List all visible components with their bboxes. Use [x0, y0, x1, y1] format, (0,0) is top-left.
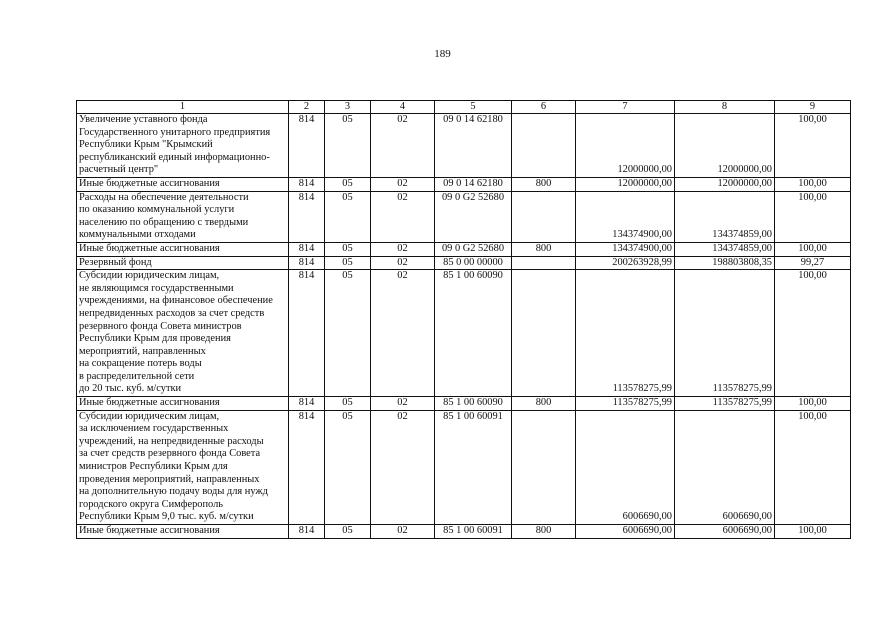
expense-type-cell [512, 114, 576, 178]
table-row [77, 114, 851, 178]
header-cell: 8 [675, 101, 775, 114]
table-row [77, 242, 851, 256]
section-cell: 05 [325, 397, 371, 411]
table-row [77, 177, 851, 191]
executed-amount-cell: 6006690,00 [675, 525, 775, 539]
row-name-cell: Иные бюджетные ассигнования [77, 397, 289, 411]
section-code-cell: 814 [289, 242, 325, 256]
table-row [77, 256, 851, 270]
executed-amount-cell: 113578275,99 [675, 270, 775, 397]
planned-amount-cell: 134374900,00 [576, 242, 675, 256]
table-row [77, 525, 851, 539]
planned-amount-cell: 200263928,99 [576, 256, 675, 270]
executed-amount-cell: 12000000,00 [675, 177, 775, 191]
executed-amount-cell: 134374859,00 [675, 191, 775, 242]
row-name-cell: Субсидии юридическим лицам, не являющимся государственными учреждениями, на финансовое обеспечение непредвиденных расходов за счет средств резервного фонда Совета министров Республики Крым для проведения мероприятий, направленных на сокращение потерь воды в распределительной сети до 20 тыс. куб. м/сутки [77, 270, 289, 397]
planned-amount-cell: 6006690,00 [576, 410, 675, 524]
section-cell: 05 [325, 177, 371, 191]
subsection-cell: 02 [371, 270, 435, 397]
expense-type-cell: 800 [512, 397, 576, 411]
page-number: 189 [434, 48, 451, 60]
expense-type-cell [512, 270, 576, 397]
target-article-cell: 85 1 00 60090 [435, 397, 512, 411]
section-code-cell: 814 [289, 256, 325, 270]
row-name-cell: Субсидии юридическим лицам, за исключением государственных учреждений, на непредвиденные расходы за счет средств резервного фонда Совета министров Республики Крым для проведения мероприятий, направленных на дополнительную подачу воды для нужд городского округа Симферополь Республики Крым 9,0 тыс. куб. м/сутки [77, 410, 289, 524]
section-cell: 05 [325, 191, 371, 242]
planned-amount-cell: 113578275,99 [576, 397, 675, 411]
header-row [77, 101, 851, 114]
planned-amount-cell: 113578275,99 [576, 270, 675, 397]
table-row [77, 397, 851, 411]
subsection-cell: 02 [371, 256, 435, 270]
target-article-cell: 09 0 G2 52680 [435, 242, 512, 256]
section-cell: 05 [325, 525, 371, 539]
section-code-cell: 814 [289, 191, 325, 242]
section-code-cell: 814 [289, 525, 325, 539]
percent-cell: 100,00 [775, 410, 851, 524]
percent-cell: 100,00 [775, 242, 851, 256]
subsection-cell: 02 [371, 242, 435, 256]
planned-amount-cell: 134374900,00 [576, 191, 675, 242]
row-name-cell: Иные бюджетные ассигнования [77, 177, 289, 191]
row-name-cell: Расходы на обеспечение деятельности по оказанию коммунальной услуги населению по обращению с твердыми коммунальными отходами [77, 191, 289, 242]
section-code-cell: 814 [289, 397, 325, 411]
target-article-cell: 85 1 00 60091 [435, 410, 512, 524]
executed-amount-cell: 134374859,00 [675, 242, 775, 256]
subsection-cell: 02 [371, 397, 435, 411]
subsection-cell: 02 [371, 114, 435, 178]
table-row [77, 191, 851, 242]
row-name-cell: Увеличение уставного фонда Государственного унитарного предприятия Республики Крым "Крымский республиканский единый информационно- расчетный центр" [77, 114, 289, 178]
planned-amount-cell: 6006690,00 [576, 525, 675, 539]
header-cell: 7 [576, 101, 675, 114]
target-article-cell: 85 1 00 60091 [435, 525, 512, 539]
section-code-cell: 814 [289, 270, 325, 397]
subsection-cell: 02 [371, 525, 435, 539]
expense-type-cell: 800 [512, 177, 576, 191]
expense-type-cell: 800 [512, 525, 576, 539]
header-cell: 3 [325, 101, 371, 114]
subsection-cell: 02 [371, 191, 435, 242]
header-cell: 2 [289, 101, 325, 114]
header-cell: 9 [775, 101, 851, 114]
subsection-cell: 02 [371, 177, 435, 191]
planned-amount-cell: 12000000,00 [576, 114, 675, 178]
table-row [77, 410, 851, 524]
percent-cell: 100,00 [775, 525, 851, 539]
executed-amount-cell: 198803808,35 [675, 256, 775, 270]
budget-table [76, 100, 851, 539]
target-article-cell: 85 1 00 60090 [435, 270, 512, 397]
header-cell: 1 [77, 101, 289, 114]
planned-amount-cell: 12000000,00 [576, 177, 675, 191]
section-cell: 05 [325, 242, 371, 256]
section-cell: 05 [325, 114, 371, 178]
section-code-cell: 814 [289, 410, 325, 524]
expense-type-cell [512, 191, 576, 242]
section-cell: 05 [325, 256, 371, 270]
section-code-cell: 814 [289, 177, 325, 191]
row-name-cell: Иные бюджетные ассигнования [77, 525, 289, 539]
percent-cell: 100,00 [775, 114, 851, 178]
percent-cell: 100,00 [775, 191, 851, 242]
row-name-cell: Резервный фонд [77, 256, 289, 270]
percent-cell: 100,00 [775, 397, 851, 411]
row-name-cell: Иные бюджетные ассигнования [77, 242, 289, 256]
header-cell: 4 [371, 101, 435, 114]
executed-amount-cell: 113578275,99 [675, 397, 775, 411]
expense-type-cell [512, 256, 576, 270]
percent-cell: 100,00 [775, 270, 851, 397]
section-cell: 05 [325, 270, 371, 397]
executed-amount-cell: 6006690,00 [675, 410, 775, 524]
target-article-cell: 09 0 G2 52680 [435, 191, 512, 242]
section-code-cell: 814 [289, 114, 325, 178]
target-article-cell: 09 0 14 62180 [435, 114, 512, 178]
percent-cell: 100,00 [775, 177, 851, 191]
header-cell: 6 [512, 101, 576, 114]
table-row [77, 270, 851, 397]
executed-amount-cell: 12000000,00 [675, 114, 775, 178]
expense-type-cell [512, 410, 576, 524]
percent-cell: 99,27 [775, 256, 851, 270]
expense-type-cell: 800 [512, 242, 576, 256]
target-article-cell: 09 0 14 62180 [435, 177, 512, 191]
subsection-cell: 02 [371, 410, 435, 524]
header-cell: 5 [435, 101, 512, 114]
section-cell: 05 [325, 410, 371, 524]
target-article-cell: 85 0 00 00000 [435, 256, 512, 270]
